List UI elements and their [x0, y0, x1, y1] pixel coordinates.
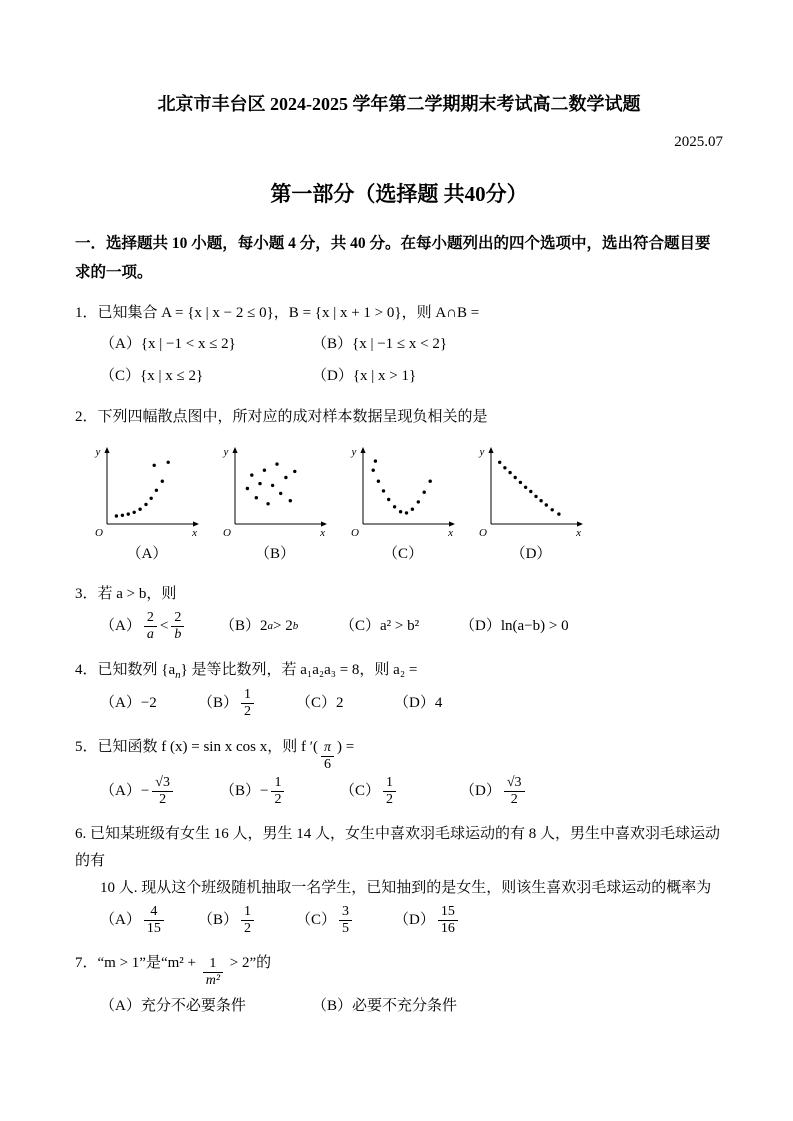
q4-stem-post: } 是等比数列，若 a₁a₂a₃ = 8，则 a₂ =: [180, 661, 418, 678]
svg-text:x: x: [320, 527, 325, 540]
scatter-plot-d: [475, 439, 587, 539]
q2-plot-c-label: （C）: [382, 546, 423, 563]
q1-options-row1: [100, 329, 723, 359]
q3-b-mid: > 2: [273, 618, 293, 635]
q6-a-label: （A）: [100, 911, 141, 928]
q5-option-b: [220, 775, 340, 808]
fraction: $\frac{1}{2}$: [241, 904, 254, 937]
fraction: $\frac{√3}{2}$: [504, 775, 525, 808]
svg-text:O: O: [351, 527, 359, 540]
q1-options-row2: [100, 361, 723, 391]
instructions-line1: 一．选择题共 10 小题，每小题 4 分，共 40 分。在每小题列出的四个选项中，选出符合题目要: [75, 234, 711, 252]
q5-option-c: [340, 775, 460, 808]
q7-option-a: （A）充分不必要条件: [100, 997, 246, 1014]
question-6: [75, 821, 723, 937]
q5-option-d: [460, 775, 580, 808]
exam-title: 北京市丰台区 2024-2025 学年第二学期期末考试高二数学试题: [157, 94, 641, 114]
q3-stem: 3．若 a > b，则: [75, 586, 177, 603]
q1-option-b: （B）{x | −1 ≤ x < 2}: [312, 335, 448, 352]
q4-b-label: （B）: [198, 695, 239, 712]
q4-stem: [75, 657, 723, 686]
question-3: [75, 581, 723, 643]
q4-option-c: （C）2: [296, 695, 344, 712]
q4-option-a: （A）−2: [100, 695, 157, 712]
question-7: [75, 950, 723, 1021]
q3-options: [100, 610, 723, 643]
q6-d-label: （D）: [394, 911, 435, 928]
fraction: $\frac{1}{2}$: [241, 687, 254, 720]
q2-plot-a-label: （A）: [126, 546, 168, 563]
q2-plot-b-label: （B）: [254, 546, 295, 563]
q5-stem-post: ) =: [336, 738, 355, 755]
fraction: $\frac{3}{5}$: [339, 904, 352, 937]
q1-option-c: （C）{x | x ≤ 2}: [100, 367, 204, 384]
q6-options: [100, 904, 723, 937]
question-2: [75, 404, 723, 568]
q2-plot-d-label: （D）: [510, 546, 552, 563]
q5-c-label: （C）: [340, 782, 381, 799]
svg-text:y: y: [223, 446, 229, 459]
q7-stem: [75, 950, 723, 989]
instructions: [75, 230, 723, 287]
q6-option-c: [296, 904, 394, 937]
svg-text:O: O: [223, 527, 231, 540]
scatter-plot-a: [91, 439, 203, 539]
svg-text:x: x: [448, 527, 453, 540]
q5-options: [100, 775, 723, 808]
q5-b-label: （B）−: [220, 782, 269, 799]
svg-text:y: y: [351, 446, 357, 459]
fraction: $\frac{4}{15}$: [144, 904, 164, 937]
q6-stem-line2: 10 人. 现从这个班级随机抽取一名学生，已知抽到的是女生，则该生喜欢羽毛球运动的概率为: [100, 879, 712, 896]
q2-scatter-plots: [91, 439, 723, 568]
exam-date: 2025.07: [674, 134, 723, 151]
q1-option-a: （A）{x | −1 < x ≤ 2}: [100, 335, 236, 352]
q5-stem: [75, 734, 723, 773]
q7-options: [100, 991, 723, 1021]
fraction: $\frac{1}{2}$: [383, 775, 396, 808]
svg-text:y: y: [479, 446, 485, 459]
q4-option-d: （D）4: [394, 695, 443, 712]
fraction: $\frac{15}{16}$: [438, 904, 458, 937]
scatter-plot-b: [219, 439, 331, 539]
q4-stem-pre: 4．已知数列 {a: [75, 661, 176, 678]
fraction: $\frac{2}{a}$: [144, 610, 157, 643]
q3-option-c: （C）a² > b²: [340, 618, 420, 635]
svg-text:y: y: [95, 446, 101, 459]
fraction: $\frac{1}{2}$: [271, 775, 284, 808]
q6-option-d: [394, 904, 492, 937]
q3-a-label: （A）: [100, 618, 141, 635]
question-1: [75, 300, 723, 391]
q4-option-b: [198, 687, 296, 720]
q5-a-label: （A）−: [100, 782, 150, 799]
svg-text:O: O: [95, 527, 103, 540]
fraction: $\frac{√3}{2}$: [152, 775, 173, 808]
question-5: [75, 734, 723, 808]
q2-plot-a: [91, 439, 203, 568]
fraction: $\frac{\pi}{6}$: [321, 740, 334, 773]
q6-option-a: [100, 904, 198, 937]
q3-b-exp1: a: [267, 620, 274, 633]
q2-plot-d: [475, 439, 587, 568]
q2-stem: 2．下列四幅散点图中，所对应的成对样本数据呈现负相关的是: [75, 409, 488, 426]
q3-option-d: （D）ln(a−b) > 0: [460, 618, 569, 635]
q5-stem-pre: 5．已知函数 f (x) = sin x cos x，则 f ′(: [75, 738, 318, 755]
q6-option-b: [198, 904, 296, 937]
q6-c-label: （C）: [296, 911, 337, 928]
q1-stem: 1．已知集合 A = {x | x − 2 ≤ 0}，B = {x | x + 1 > 0}，则 A∩B =: [75, 305, 480, 322]
q7-option-b: （B）必要不充分条件: [312, 997, 458, 1014]
q3-option-b: [220, 613, 340, 640]
q3-option-a: [100, 610, 220, 643]
q1-option-d: （D）{x | x > 1}: [312, 367, 417, 384]
q6-b-label: （B）: [198, 911, 239, 928]
q7-stem-pre: 7．“m > 1”是“m² +: [75, 955, 200, 972]
fraction: $\frac{1}{\text{m²}}$: [203, 956, 223, 989]
svg-text:x: x: [576, 527, 581, 540]
section-heading: 第一部分（选择题 共40分）: [270, 182, 528, 207]
fraction: $\frac{2}{b}$: [171, 610, 184, 643]
svg-text:O: O: [479, 527, 487, 540]
scatter-plot-c: [347, 439, 459, 539]
q3-a-comparator: <: [159, 618, 169, 635]
q7-stem-post: > 2”的: [226, 955, 272, 972]
q2-plot-c: [347, 439, 459, 568]
svg-text:x: x: [192, 527, 197, 540]
instructions-line2: 求的一项。: [75, 263, 153, 281]
q4-stem-sub: n: [175, 668, 181, 681]
q3-b-pre: （B）2: [220, 618, 268, 635]
q6-stem-line1: 6. 已知某班级有女生 16 人，男生 14 人，女生中喜欢羽毛球运动的有 8 人，男生中喜欢羽毛球运动的有: [75, 825, 721, 869]
q3-b-exp2: b: [292, 620, 299, 633]
q5-option-a: [100, 775, 220, 808]
question-4: [75, 657, 723, 721]
q2-plot-b: [219, 439, 331, 568]
q5-d-label: （D）: [460, 782, 501, 799]
q4-options: [100, 687, 723, 720]
